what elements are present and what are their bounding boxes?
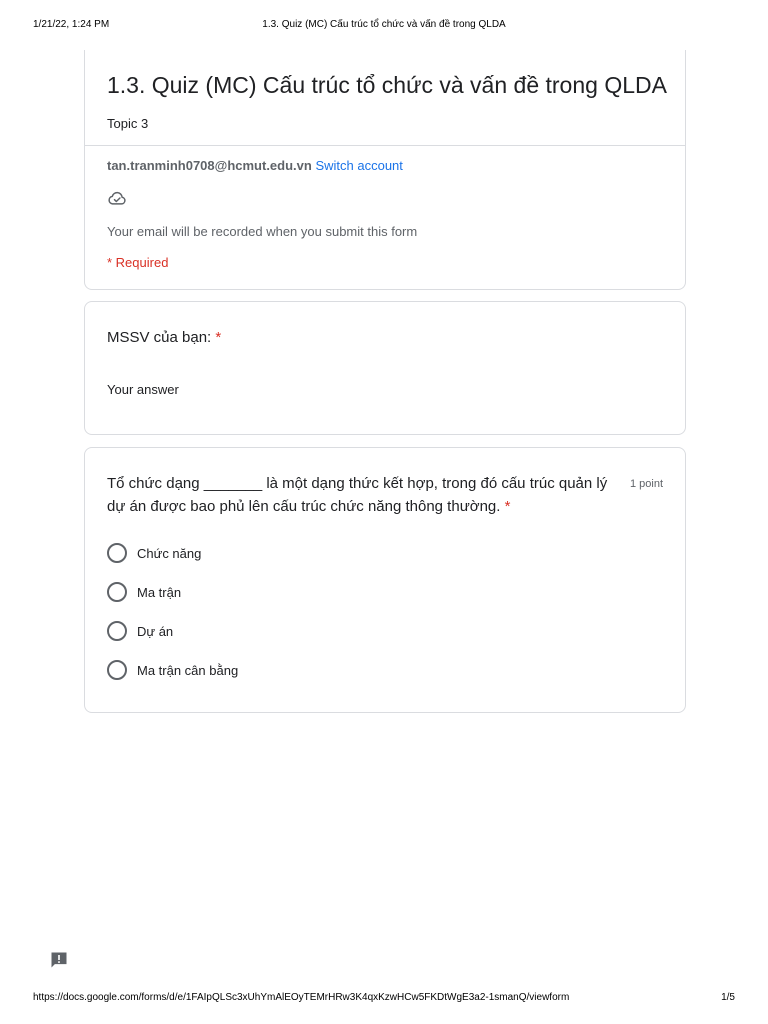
print-datetime: 1/21/22, 1:24 PM	[33, 19, 110, 30]
option-ma-tran[interactable]	[107, 581, 181, 603]
radio-button[interactable]	[107, 543, 127, 563]
form-description: Topic 3	[107, 116, 149, 131]
print-doc-title: 1.3. Quiz (MC) Cấu trúc tổ chức và vấn đề trong QLDA	[262, 19, 506, 30]
option-ma-tran-can-bang[interactable]	[107, 659, 238, 681]
print-url: https://docs.google.com/forms/d/e/1FAIpQLSc3xUhYmAlEOyTEMrHRw3K4qxKzwHCw5FKDtWgE3a2-1smanQ/viewform	[33, 992, 570, 1003]
option-chuc-nang[interactable]	[107, 542, 201, 564]
question-card-mssv	[84, 301, 686, 435]
print-page-number: 1/5	[721, 992, 735, 1003]
question-card-mc	[84, 447, 686, 713]
radio-button[interactable]	[107, 621, 127, 641]
option-label: Ma trận	[137, 584, 182, 600]
form-header-card	[84, 50, 686, 290]
switch-account-link[interactable]: Switch account	[315, 158, 403, 173]
question-text: MSSV của bạn:	[107, 329, 212, 346]
header-divider	[85, 145, 685, 146]
option-label: Chức năng	[137, 545, 202, 561]
radio-button[interactable]	[107, 582, 127, 602]
question-title	[107, 329, 221, 346]
email-record-note: Your email will be recorded when you submit this form	[107, 224, 418, 239]
question-text: Tổ chức dạng _______ là một dạng thức kết hợp, trong đó cấu trúc quản lý dự án được bao phủ lên cấu trúc chức năng thông thường.	[107, 475, 608, 515]
option-du-an[interactable]	[107, 620, 173, 642]
option-label: Ma trận cân bằng	[137, 662, 239, 678]
required-asterisk: *	[504, 498, 511, 515]
cloud-check-icon	[107, 188, 127, 208]
account-line	[107, 158, 403, 173]
question-points: 1 point	[629, 478, 663, 490]
answer-input[interactable]: Your answer	[107, 382, 179, 397]
option-label: Dự án	[137, 623, 174, 639]
required-asterisk: *	[215, 329, 222, 346]
radio-button[interactable]	[107, 660, 127, 680]
print-header	[0, 0, 768, 48]
report-feedback-icon[interactable]	[49, 950, 69, 970]
question-title	[107, 472, 622, 518]
account-email: tan.tranminh0708@hcmut.edu.vn	[107, 158, 312, 173]
form-title: 1.3. Quiz (MC) Cấu trúc tổ chức và vấn đề trong QLDA	[107, 72, 667, 98]
required-note: * Required	[107, 255, 169, 270]
